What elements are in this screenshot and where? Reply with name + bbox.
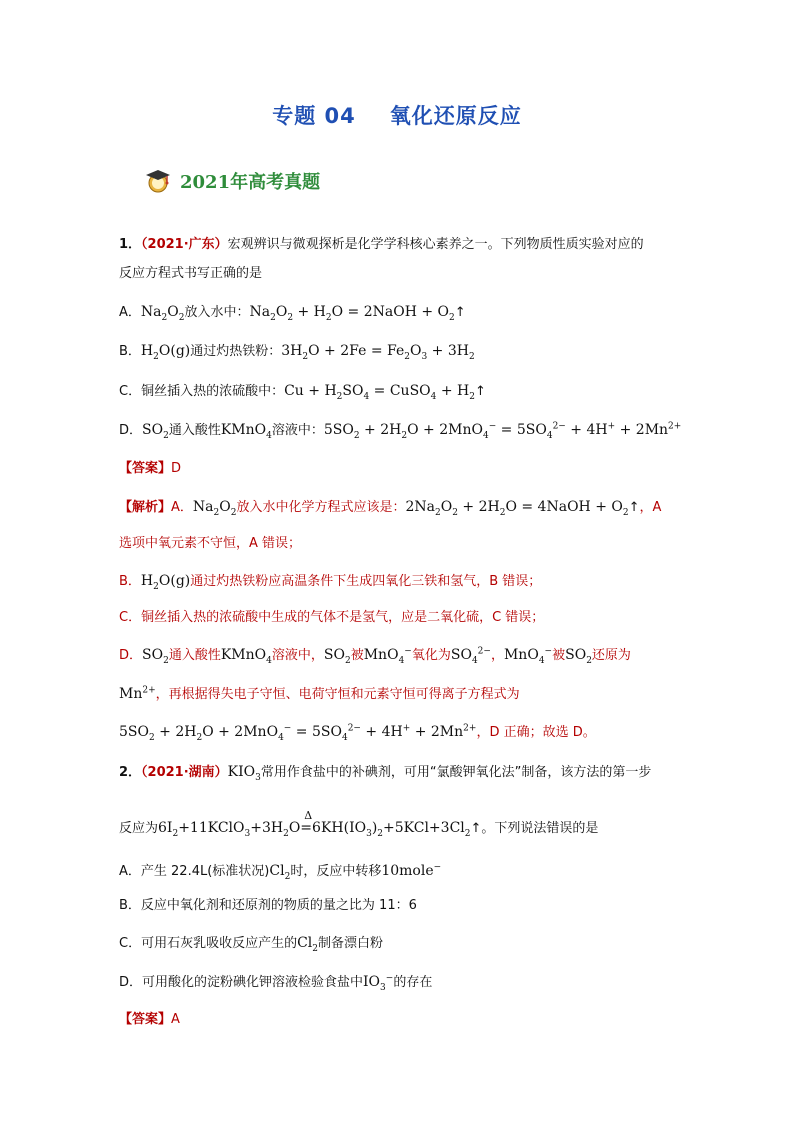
q2-option-a: A．产生 22.4L(标准状况)$Cl_2$时，反应中转移10mole−	[119, 862, 442, 882]
q1-analysis-d-equation: $5SO_2 + 2H_2O + 2MnO_4^- = 5SO_4^{2-} + 4H^+ + 2Mn^{2+}$，D 正确；故选 D。	[119, 723, 596, 743]
q2-stem-line2: 反应为$6I_2+11KClO_3+3H_2O$ Δ $=6KH(IO_3)_2+5KCl+3Cl_2↑$。下列说法错误的是	[119, 809, 599, 839]
q1-answer: 【答案】D	[119, 461, 182, 476]
q1-analysis-a: 【解析】A．$Na_2O_2$放入水中化学方程式应该是：$2Na_2O_2 + 2H_2O$ = 4NaOH + $O_2↑$，A	[119, 499, 662, 518]
q1-analysis-a-cont: 选项中氧元素不守恒，A 错误；	[119, 536, 302, 551]
q1-option-c: C．铜丝插入热的浓硫酸中：$Cu + H_2SO_4$ = CuSO$_4$ + $H_2↑$	[119, 383, 486, 402]
title-topic-name: 氧化还原反应	[389, 104, 522, 128]
q1-analysis-c: C．铜丝插入热的浓硫酸中生成的气体不是氢气，应是二氧化硫，C 错误；	[119, 610, 545, 625]
page-title	[0, 100, 794, 130]
section-title: 2021年高考真题	[180, 172, 321, 193]
q2-option-d: D．可用酸化的淀粉碘化钾溶液检验食盐中$IO_3^-$的存在	[119, 973, 433, 993]
q2-stem-line1: 2．（2021·湖南）$KIO_3$常用作食盐中的补碘剂，可用“氯酸钾氧化法”制备，该方法的第一步	[119, 764, 652, 783]
q1-stem-line1: 1．（2021·广东）宏观辨识与微观探析是化学学科核心素养之一。下列物质性质实验对应的	[119, 237, 644, 252]
q1-analysis-b: B．$H_2O(g)$通过灼热铁粉应高温条件下生成四氧化三铁和氢气，B 错误；	[119, 573, 542, 592]
section-header	[144, 166, 320, 196]
q1-analysis-d-cont: $Mn^{2+}$，再根据得失电子守恒、电荷守恒和元素守恒可得离子方程式为	[119, 685, 520, 702]
q1-analysis-d: D．$SO_2$通入酸性KMnO$_4$溶液中，$SO_2$被MnO$_4$−氧化为$SO_4^{2-}$，MnO$_4$−被$SO_2$还原为	[119, 646, 631, 666]
q1-option-a: A．$Na_2O_2$放入水中：$Na_2O_2 + H_2O$ = 2NaOH + $O_2↑$	[119, 304, 466, 323]
q1-stem-line2: 反应方程式书写正确的是	[119, 266, 263, 281]
q1-option-b: B．$H_2O(g)$通过灼热铁粉：$3H_2O + 2Fe = Fe_2O_3 + 3H_2$	[119, 343, 475, 362]
title-topic-number: 专题 04	[272, 104, 356, 128]
q2-answer: 【答案】A	[119, 1012, 180, 1027]
q2-option-b: B．反应中氧化剂和还原剂的物质的量之比为 11：6	[119, 898, 417, 913]
q1-option-d: D．$SO_2$通入酸性KMnO$_4$溶液中：$5SO_2 + 2H_2O + 2MnO_4^- = 5SO_4^{2-} + 4H^+ + 2Mn^{2+}$	[119, 421, 682, 441]
graduation-cap-icon	[144, 168, 172, 194]
q2-option-c: C．可用石灰乳吸收反应产生的$Cl_2$制备漂白粉	[119, 935, 384, 954]
